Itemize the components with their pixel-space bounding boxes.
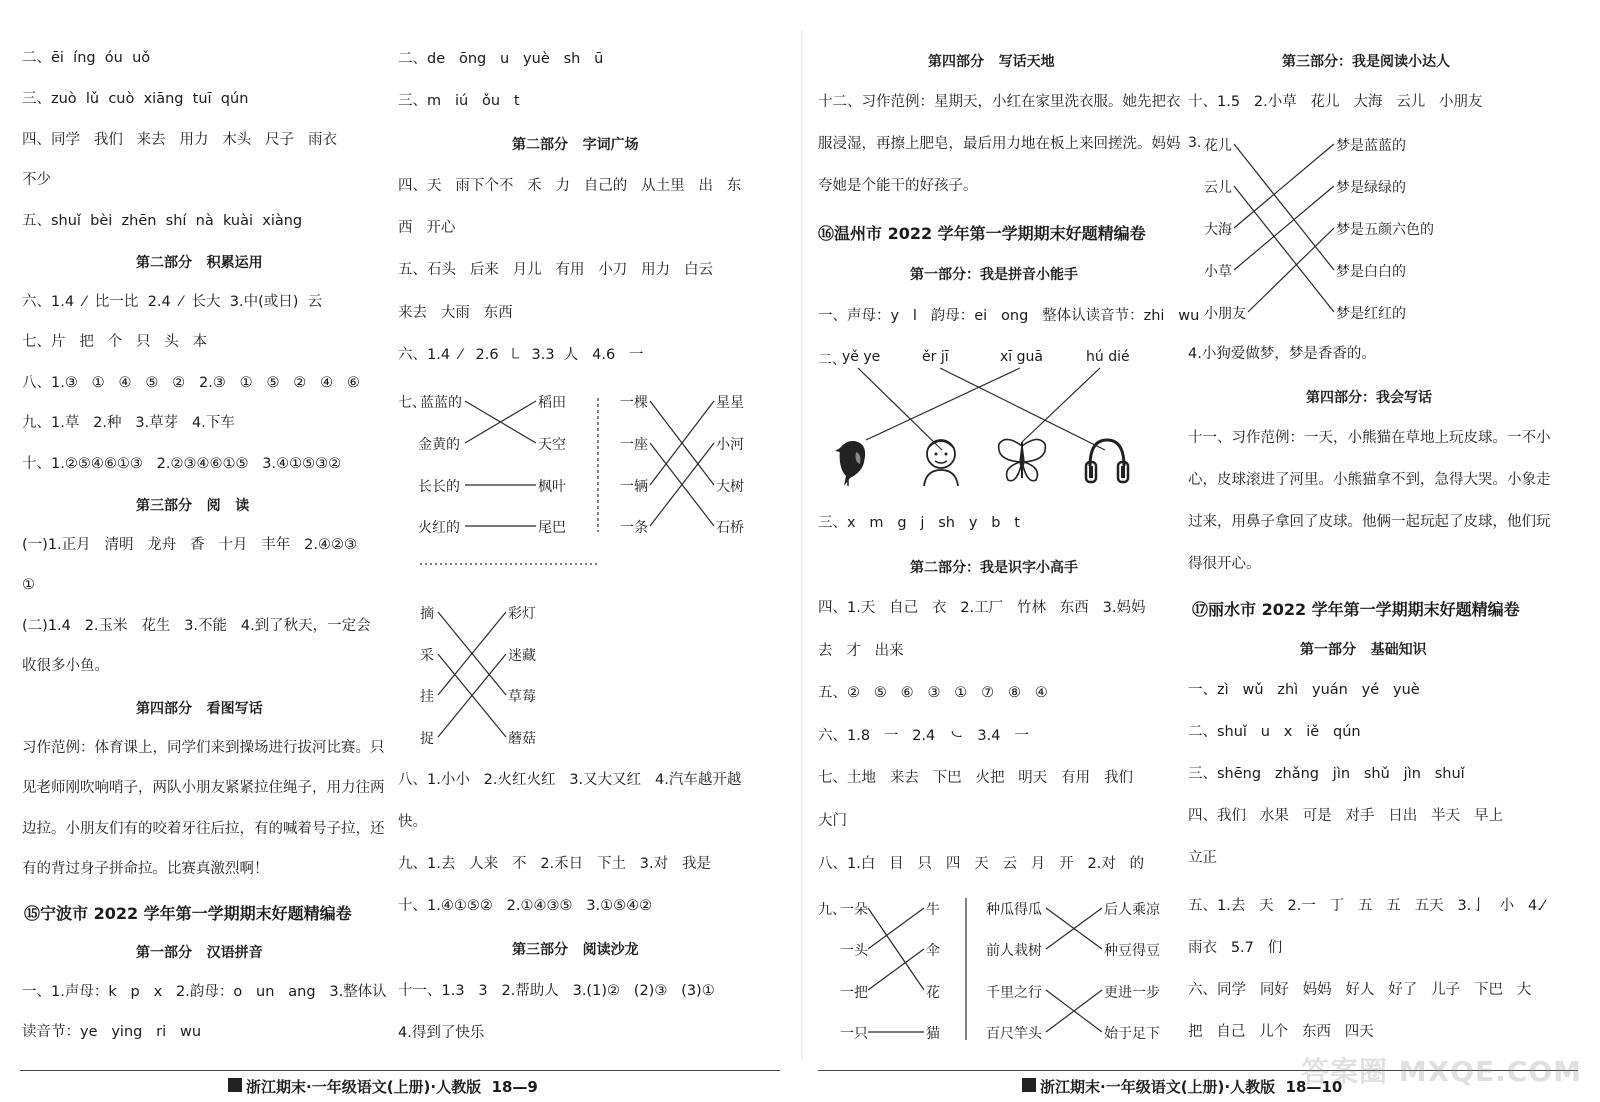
answer-line: 十、1.5 2.小草 花儿 大海 云儿 小朋友	[1188, 94, 1483, 110]
section-heading: 第三部分：我是阅读小达人	[1282, 54, 1450, 70]
connector-line	[650, 443, 714, 526]
answer-line: 有的背过身子拼命拉。比赛真激烈啊！	[22, 861, 269, 877]
answer-line: 一、1.声母：k p x 2.韵母：o un ang 3.整体认	[22, 984, 387, 1000]
pinyin-word: ěr jī	[922, 349, 949, 365]
match-left: 百尺竿头	[986, 1026, 1042, 1042]
match-mid: 花	[926, 985, 940, 1001]
match-right: 梦是红红的	[1336, 306, 1406, 322]
match-right: 梦是蓝蓝的	[1336, 138, 1406, 154]
answer-line: 收很多小鱼。	[22, 658, 109, 674]
answer-line: 读音节：ye ying ri wu	[22, 1024, 202, 1040]
match-right: 蘑菇	[508, 731, 536, 747]
section-heading: 第四部分 写话天地	[928, 54, 1055, 70]
match-left: 一只	[840, 1026, 868, 1042]
answer-line: 4.得到了快乐	[398, 1025, 485, 1041]
answer-line: 十、1.④①⑤② 2.①④③⑤ 3.①⑤④②	[398, 898, 653, 914]
connector-line	[438, 612, 506, 695]
answer-line: 不少	[22, 172, 51, 188]
answer-line: 四、同学 我们 来去 用力 木头 尺子 雨衣	[22, 132, 337, 148]
connector-line	[1234, 186, 1334, 312]
connector-line	[868, 908, 924, 990]
pinyin-word: hú dié	[1086, 349, 1130, 365]
answer-line: 六、1.4 ⁄ 比一比 2.4 ⁄ 长大 3.中(或日) 云	[22, 294, 323, 310]
answer-line: 四、天 雨下个不 禾 力 自己的 从土里 出 东	[398, 178, 742, 194]
match-right: 梦是绿绿的	[1336, 180, 1406, 196]
match-left: 摘	[420, 606, 434, 622]
headphones-icon	[1082, 432, 1132, 488]
match-left: 一条	[620, 520, 648, 536]
exam-title: ⑮宁波市 2022 学年第一学期期末好题精编卷	[24, 904, 352, 923]
answer-line: 一、声母：y l 韵母：ei ong 整体认读音节：zhi wu	[818, 308, 1200, 324]
section-heading: 第一部分 基础知识	[1300, 642, 1427, 658]
answer-line: 十一、习作范例：一天，小熊猫在草地上玩皮球。一不小	[1188, 430, 1551, 446]
match-left: 花儿	[1204, 138, 1232, 154]
match-left: 捉	[420, 731, 434, 747]
match-right: 始于足下	[1104, 1026, 1160, 1042]
answer-line: 八、1.③ ① ④ ⑤ ② 2.③ ① ⑤ ② ④ ⑥	[22, 375, 360, 391]
answer-line: 见老师刚吹响哨子，两队小朋友紧紧拉住绳子，用力往两	[22, 780, 385, 796]
answer-line: 一、zì wǔ zhì yuán yé yuè	[1188, 682, 1420, 698]
answer-line: 九、1.去 人来 不 2.禾日 下土 3.对 我是	[398, 856, 711, 872]
answer-line: 大门	[818, 813, 847, 829]
answer-line: 二、shuǐ u x iě qún	[1188, 724, 1361, 740]
match-left: 种瓜得瓜	[986, 902, 1042, 918]
answer-line: 八、1.白 目 只 四 天 云 月 开 2.对 的	[818, 856, 1145, 872]
answer-line: 边拉。小朋友们有的咬着牙往后拉，有的喊着号子拉，还	[22, 821, 385, 837]
match-right: 更进一步	[1104, 985, 1160, 1001]
match-left: 火红的	[418, 520, 460, 536]
match-left: 一朵	[840, 902, 868, 918]
connector-line	[1248, 228, 1334, 312]
answer-line: 二、ēi íng óu uǒ	[22, 50, 151, 66]
connector-line	[1046, 990, 1102, 1032]
answer-line: 习作范例：体育课上，同学们来到操场进行拔河比赛。只	[22, 740, 385, 756]
answer-line: 十一、1.3 3 2.帮助人 3.(1)② (2)③ (3)①	[398, 983, 715, 999]
answer-line: 三、x m g j sh y b t	[818, 515, 1020, 531]
match-left: 采	[420, 648, 434, 664]
answer-line: ①	[22, 577, 35, 593]
section-heading: 第二部分：我是识字小高手	[910, 560, 1078, 576]
match-right: 大树	[716, 479, 744, 495]
connector-line	[438, 654, 506, 737]
page-footer: 浙江期末·一年级语文(上册)·人教版 18—9	[246, 1078, 538, 1096]
match-mid: 伞	[926, 943, 940, 959]
pinyin-word: yě ye	[842, 349, 881, 365]
section-heading: 第二部分 积累运用	[136, 255, 263, 271]
section-heading: 第三部分 阅读沙龙	[512, 942, 639, 958]
book-icon	[228, 1078, 242, 1092]
answer-line: 过来，用鼻子拿回了皮球。他俩一起玩起了皮球，他们玩	[1188, 514, 1551, 530]
connector-line	[465, 401, 536, 443]
answer-line: 西 开心	[398, 220, 456, 236]
answer-line: 四、我们 水果 可是 对手 日出 半天 早上	[1188, 808, 1503, 824]
match-left: 一棵	[620, 395, 648, 411]
connector-line	[650, 443, 714, 526]
answer-line: 八、1.小小 2.火红火红 3.又大又红 4.汽车越开越	[398, 772, 742, 788]
answer-line: 六、同学 同好 妈妈 好人 好了 儿子 下巴 大	[1188, 982, 1532, 998]
section-heading: 第二部分 字词广场	[512, 137, 639, 153]
answer-line: 夸她是个能干的好孩子。	[818, 178, 978, 194]
answer-line: (一)1.正月 清明 龙舟 香 十月 丰年 2.④②③	[22, 537, 357, 553]
match-label: 3.	[1188, 135, 1202, 151]
answer-line: 三、m iú ǒu t	[398, 93, 520, 109]
match-right: 梦是白白的	[1336, 264, 1406, 280]
book-icon	[1022, 1078, 1036, 1092]
answer-line: 把 自己 儿个 东西 四天	[1188, 1024, 1374, 1040]
connector-line	[438, 612, 506, 695]
connector-line	[868, 949, 924, 990]
answer-line: 来去 大雨 东西	[398, 305, 513, 321]
match-mid: 天空	[538, 437, 566, 453]
answer-line: (二)1.4 2.玉米 花生 3.不能 4.到了秋天，一定会	[22, 618, 371, 634]
answer-line: 五、shuǐ bèi zhēn shí nà kuài xiàng	[22, 213, 303, 229]
section-heading: 第四部分 看图写话	[136, 701, 263, 717]
match-right: 梦是五颜六色的	[1336, 222, 1434, 238]
answer-line: 快。	[398, 814, 427, 830]
match-left: 一辆	[620, 479, 648, 495]
match-left: 长长的	[418, 479, 460, 495]
connector-line	[465, 401, 536, 443]
match-right: 迷藏	[508, 648, 536, 664]
answer-line: 三、shēng zhǎng jìn shǔ jìn shuǐ	[1188, 766, 1465, 782]
answer-line: 十二、习作范例：星期天，小红在家里洗衣服。她先把衣	[818, 94, 1181, 110]
watermark: 答案圈 MXQE.COM	[1301, 1055, 1582, 1088]
answer-line: 得很开心。	[1188, 556, 1261, 572]
connector-line	[1234, 144, 1334, 228]
match-label: 二、	[818, 352, 846, 368]
match-label: 九、	[818, 902, 846, 918]
match-mid: 枫叶	[538, 479, 566, 495]
match-right: 草莓	[508, 689, 536, 705]
match-right: 星星	[716, 395, 744, 411]
connector-line	[1046, 908, 1102, 949]
pinyin-word: xī guā	[1000, 349, 1043, 365]
answer-line: 九、1.草 2.种 3.草芽 4.下车	[22, 415, 235, 431]
grandpa-icon	[916, 432, 966, 488]
answer-line: 四、1.天 自己 衣 2.工厂 竹林 东西 3.妈妈	[818, 600, 1146, 616]
answer-line: 4.小狗爱做梦，梦是香香的。	[1188, 346, 1376, 362]
match-mid: 尾巴	[538, 520, 566, 536]
answer-line: 立正	[1188, 850, 1217, 866]
bird-icon	[834, 432, 884, 488]
section-heading: 第三部分 阅 读	[136, 498, 250, 514]
match-right: 种豆得豆	[1104, 943, 1160, 959]
match-left: 蓝蓝的	[420, 395, 462, 411]
answer-line: 五、② ⑤ ⑥ ③ ① ⑦ ⑧ ④	[818, 685, 1048, 701]
connector-line	[650, 401, 714, 485]
match-mid: 猫	[926, 1026, 940, 1042]
answer-line: 十、1.②⑤④⑥①③ 2.②③④⑥①⑤ 3.④①⑤③②	[22, 456, 342, 472]
match-left: 云儿	[1204, 180, 1232, 196]
connector-line	[438, 654, 506, 737]
match-left: 小朋友	[1204, 306, 1246, 322]
match-mid: 牛	[926, 902, 940, 918]
match-left: 千里之行	[986, 985, 1042, 1001]
answer-line: 六、1.8 一 2.4 ㇃ 3.4 一	[818, 728, 1029, 744]
exam-title: ⑰丽水市 2022 学年第一学期期末好题精编卷	[1192, 600, 1520, 619]
exam-title: ⑯温州市 2022 学年第一学期期末好题精编卷	[818, 224, 1146, 243]
connector-line	[1046, 908, 1102, 949]
answer-line: 五、石头 后来 月儿 有用 小刀 用力 白云	[398, 262, 713, 278]
section-heading: 第一部分：我是拼音小能手	[910, 267, 1078, 283]
match-right: 石桥	[716, 520, 744, 536]
answer-line: 七、片 把 个 只 头 本	[22, 334, 208, 350]
section-heading: 第四部分：我会写话	[1306, 390, 1432, 406]
answer-line: 六、1.4 ⁄ 2.6 ㇄ 3.3 人 4.6 一	[398, 347, 644, 363]
answer-line: 去 才 出来	[818, 643, 904, 659]
answer-line: 服浸湿，再擦上肥皂，最后用力地在板上来回搓洗。妈妈	[818, 136, 1181, 152]
section-heading: 第一部分 汉语拼音	[136, 945, 263, 961]
match-left: 一座	[620, 437, 648, 453]
answer-line: 七、土地 来去 下巴 火把 明天 有用 我们	[818, 770, 1133, 786]
connector-line	[1234, 186, 1334, 270]
match-right: 后人乘凉	[1104, 902, 1160, 918]
connector-line	[1022, 368, 1100, 442]
match-mid: 稻田	[538, 395, 566, 411]
connector-line	[650, 401, 714, 485]
match-right: 小河	[716, 437, 744, 453]
connector-line	[1046, 990, 1102, 1032]
match-left: 金黄的	[418, 437, 460, 453]
answer-line: 三、zuò lǔ cuò xiāng tuī qún	[22, 91, 249, 107]
connector-line	[1234, 144, 1334, 270]
match-left: 大海	[1204, 222, 1232, 238]
match-left: 小草	[1204, 264, 1232, 280]
match-right: 彩灯	[508, 606, 536, 622]
connector-line	[868, 908, 924, 949]
match-label: 七、	[398, 395, 426, 411]
match-left: 挂	[420, 689, 434, 705]
match-left: 一把	[840, 985, 868, 1001]
match-left: 一头	[840, 943, 868, 959]
butterfly-icon	[996, 432, 1046, 488]
footer-rule	[20, 1070, 780, 1071]
page-footer: 浙江期末·一年级语文(上册)·人教版 18—10	[1040, 1078, 1343, 1096]
match-left: 前人栽树	[986, 943, 1042, 959]
answer-line: 心，皮球滚进了河里。小熊猫拿不到，急得大哭。小象走	[1188, 472, 1551, 488]
answer-line: 五、1.去 天 2.一 丁 五 五 五天 3.亅 小 4.⁄	[1188, 898, 1545, 914]
connector-line	[866, 368, 1020, 440]
answer-line: 雨衣 5.7 们	[1188, 940, 1283, 956]
answer-line: 二、de ōng u yuè sh ū	[398, 51, 604, 67]
